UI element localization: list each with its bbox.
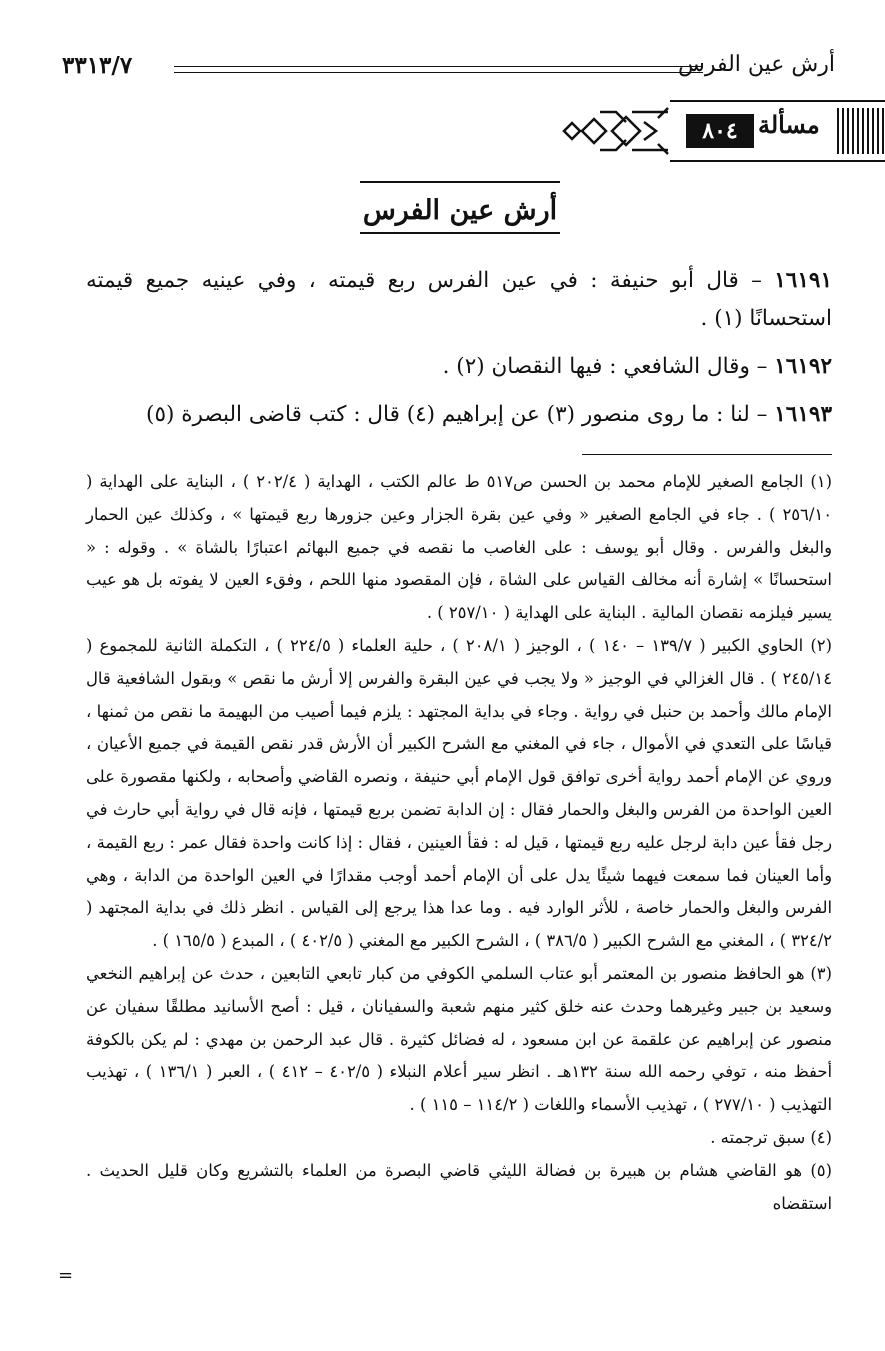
footnote: (٣) هو الحافظ منصور بن المعتمر أبو عتاب السلمي الكوفي من كبار تابعي التابعين ، حدث عن إبراهيم النخعي وسعيد بن جبير وغيرهما وحدث عنه خلق كثير منهم شعبة والسفيانان ، قيل : أصح الأسانيد مطلقًا سفيان عن منصور عن إبراهيم عن علقمة عن ابن مسعود ، له فضائل كثيرة . قال عبد الرحمن بن مهدي : لم يكن بالكوفة أحفظ منه ، توفي رحمه الله سنة ١٣٢هـ . انظر سير أعلام النبلاء ( ٤٠٢/٥ – ٤١٢ ) ، العبر ( ١٣٦/١ ) ، تهذيب التهذيب ( ٢٧٧/١٠ ) ، تهذيب الأسماء واللغات ( ١١٤/٢ – ١١٥ ) .: [86, 963, 833, 1115]
running-header: [62, 52, 835, 86]
banner-top-line: [670, 100, 885, 102]
footnote-separator: [582, 454, 832, 455]
banner-bottom-line: [670, 160, 885, 162]
continuation-mark: =: [58, 1265, 74, 1286]
paragraph-text: – لنا : ما روى منصور (٣) عن إبراهيم (٤) قال : كتب قاضى البصرة (٥): [146, 402, 775, 427]
footnote: (٢) الحاوي الكبير ( ١٣٩/٧ – ١٤٠ ) ، الوجيز ( ٢٠٨/١ ) ، حلية العلماء ( ٢٢٤/٥ ) ، التكملة الثانية للمجموع ( ٢٤٥/١٤ ) . قال الغزالي في الوجيز « ولا يجب في عين البقرة والفرس إلا أرش ما نقص » وبقول الشافعية قال الإمام مالك وأحمد بن حنبل في رواية . وجاء في بداية المجتهد : يلزم فيما أصيب من البهيمة ما نقص من ثمنها ، قياسًا على التعدي في الأموال ، جاء في المغني مع الشرح الكبير أن الأرش قدر نقص القيمة في جميع الأعيان ، وروي عن الإمام أحمد رواية أخرى توافق قول الإمام أبي حنيفة ، ونصره القاضي وأصحابه ، ولكنها مقصورة على العين الواحدة من الفرس والبغل والحمار فقال : إن الدابة تضمن بربع قيمتها ، فإنه قال في رواية أبي حارث في رجل فقأ عين دابة لرجل عليه ربع قيمتها ، قيل له : فقأ العينين ، فقال : إذا كانت واحدة فقال عمر : ربع القيمة ، وأما العينان فما سمعت فيهما شيئًا يدل على أن الإمام أحمد أوجب مقدارًا في العين الواحدة من الدابة ، وهي الفرس والبغل والحمار خاصة ، للأثر الوارد فيه . وما عدا هذا يرجع إلى القياس . انظر ذلك في بداية المجتهد ( ٣٢٤/٢ ) ، المغني مع الشرح الكبير ( ٣٨٦/٥ ) ، الشرح الكبير مع المغني ( ٤٠٢/٥ ) ، المبدع ( ١٦٥/٥ ) .: [86, 635, 832, 951]
footnote: (٤) سبق ترجمته .: [710, 1127, 832, 1147]
paragraph-number: ١٦١٩٣: [774, 402, 832, 427]
paragraph-text: – قال أبو حنيفة : في عين الفرس ربع قيمته ، وفي عينيه جميع قيمته استحسانًا (١) .: [86, 268, 832, 331]
chapter-rule-top: [360, 181, 560, 183]
header-double-rule: [174, 66, 703, 73]
barcode-ornament-icon: [837, 108, 885, 154]
paragraph-number: ١٦١٩٢: [774, 354, 832, 379]
main-text: [86, 262, 832, 444]
footnote: (١) الجامع الصغير للإمام محمد بن الحسن ص٥١٧ ط عالم الكتب ، الهداية ( ٢٠٢/٤ ) ، البناية على الهداية ( ٢٥٦/١٠ ) . جاء في الجامع الصغير « وفي عين بقرة الجزار وعين جزورها ربع قيمتها » ، وكذلك عين الحمار والبغل والفرس . وقال أبو يوسف : على الغاصب ما نقصه في جميع البهائم اعتبارًا بالشاة » . وقوله : « استحسانًا » إشارة أنه مخالف القياس على الشاة ، فإن المقصود منها اللحم ، وفقء العين لا يفوته بل هو عيب يسير فيلزمه نقصان المالية . البناية على الهداية ( ٢٥٧/١٠ ) .: [86, 472, 832, 623]
paragraph: [86, 396, 832, 434]
masala-banner: [560, 100, 885, 162]
footnote: (٥) هو القاضي هشام بن هبيرة بن فضالة الليثي قاضي البصرة من العلماء بالتشريع وكان قليل الحديث . استقضاه: [86, 1160, 832, 1213]
page-number: ٣٣١٣/٧: [62, 52, 133, 79]
paragraph-number: ١٦١٩١: [774, 268, 832, 293]
chapter-title: أرش عين الفرس: [362, 195, 558, 226]
paragraph-text: – وقال الشافعي : فيها النقصان (٢) .: [442, 354, 775, 379]
masala-label: مسألة: [758, 110, 820, 139]
footnotes: [86, 466, 832, 1220]
ornament-icon: [560, 104, 670, 158]
running-title: أرش عين الفرس: [677, 52, 835, 77]
masala-number: ٨٠٤: [686, 114, 754, 148]
paragraph: [86, 262, 832, 338]
chapter-rule-bottom: [360, 232, 560, 234]
paragraph: [86, 348, 832, 386]
